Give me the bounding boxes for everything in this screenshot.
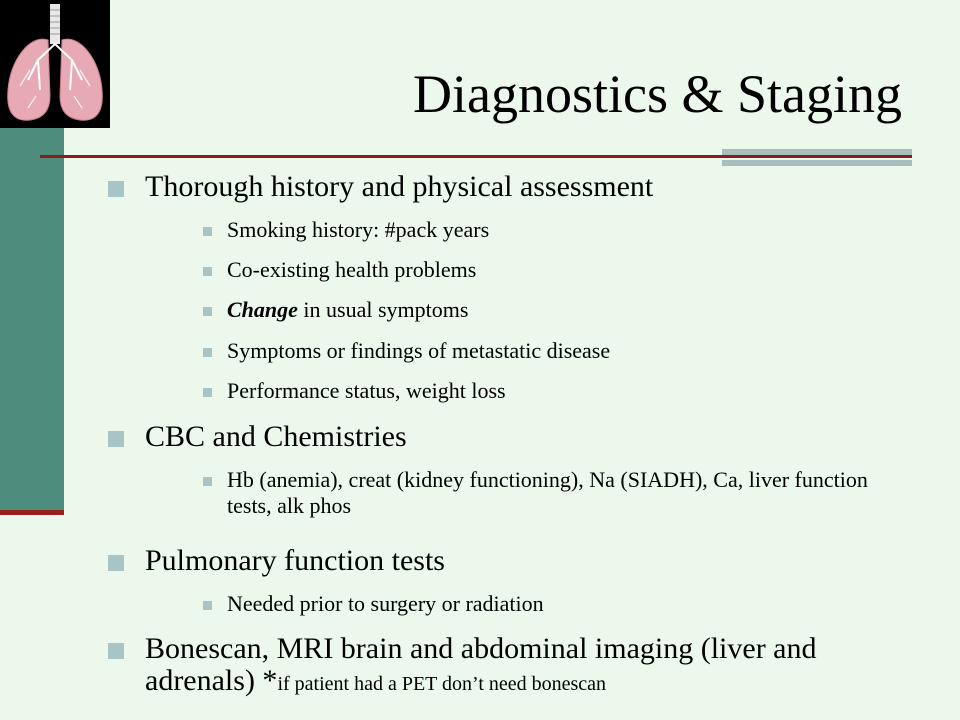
square-bullet-icon xyxy=(108,555,124,571)
square-bullet-icon xyxy=(203,388,212,397)
bullet-item xyxy=(108,421,918,453)
bullet-text: CBC and Chemistries xyxy=(145,420,407,453)
square-bullet-icon xyxy=(108,431,124,447)
sub-bullet-item xyxy=(203,297,913,323)
bullet-item xyxy=(108,633,918,700)
sub-bullet-item xyxy=(203,378,913,404)
sub-bullet-item xyxy=(203,338,913,364)
sub-bullet-text xyxy=(203,297,913,323)
bullet-footnote-text: if patient had a PET don’t need bonescan xyxy=(277,673,607,695)
side-accent-bar-edge xyxy=(0,510,64,515)
square-bullet-icon xyxy=(108,181,124,197)
square-bullet-icon xyxy=(203,307,212,316)
sub-bullet-item xyxy=(203,217,913,243)
sub-bullet-item xyxy=(203,467,913,519)
bullet-item xyxy=(108,171,918,203)
square-bullet-icon xyxy=(203,601,212,610)
sub-bullet-item xyxy=(203,257,913,283)
square-bullet-icon xyxy=(108,643,124,659)
lungs-icon xyxy=(0,0,110,128)
emphasis-text: Change xyxy=(227,297,298,322)
sub-bullet-text: Needed prior to surgery or radiation xyxy=(227,591,544,616)
side-accent-bar xyxy=(0,128,64,512)
square-bullet-icon xyxy=(203,227,212,236)
slide-title: Diagnostics & Staging xyxy=(413,64,902,124)
square-bullet-icon xyxy=(203,477,212,486)
lungs-image xyxy=(0,0,110,128)
sub-bullet-text: Performance status, weight loss xyxy=(227,378,506,403)
square-bullet-icon xyxy=(203,267,212,276)
bullet-text xyxy=(108,633,918,700)
title-underline-accent xyxy=(722,149,912,166)
bullet-main-text: Bonescan, MRI brain and abdominal imaging (liver and adrenals) * xyxy=(145,632,817,697)
sub-bullet-text: Smoking history: #pack years xyxy=(227,217,490,242)
bullet-item xyxy=(108,545,918,577)
sub-bullet-text: Co-existing health problems xyxy=(227,257,477,282)
bullet-text: Thorough history and physical assessment xyxy=(145,170,654,203)
sub-bullet-rest-text: in usual symptoms xyxy=(297,297,469,322)
sub-bullet-text: Symptoms or findings of metastatic disease xyxy=(227,338,611,363)
square-bullet-icon xyxy=(203,348,212,357)
sub-bullet-text: Hb (anemia), creat (kidney functioning), Na (SIADH), Ca, liver function tests, alk phos xyxy=(227,467,868,518)
sub-bullet-item xyxy=(203,591,913,617)
bullet-text: Pulmonary function tests xyxy=(145,544,445,577)
